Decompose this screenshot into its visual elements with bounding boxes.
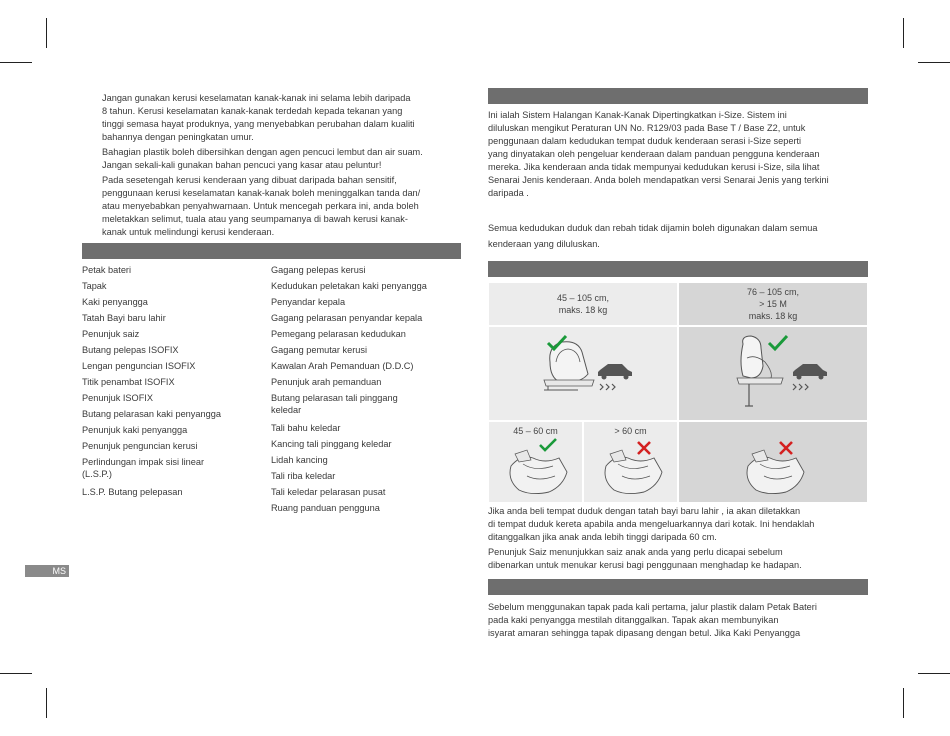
page-language-label: MS	[52, 566, 66, 576]
newborn-insert-illustration	[742, 446, 812, 498]
section-header-bar	[488, 579, 868, 595]
cross-icon	[636, 440, 652, 456]
parts-list-item: Tali bahu keledar	[271, 423, 341, 433]
parts-list-item: Tali keledar pelarasan pusat	[271, 487, 386, 497]
parts-list-item: Butang pelarasan tali pinggang keledar	[271, 393, 398, 415]
parts-list-item: Penunjuk arah pemanduan	[271, 377, 382, 387]
parts-list-item: Lengan penguncian ISOFIX	[82, 361, 196, 371]
parts-list-item: Butang pelarasan kaki penyangga	[82, 409, 221, 419]
parts-list-item: Petak bateri	[82, 265, 132, 275]
parts-list-item: Tali riba keledar	[271, 471, 336, 481]
section-header-bar	[82, 243, 461, 259]
parts-list-item: Gagang pemutar kerusi	[271, 345, 368, 355]
crop-mark	[903, 18, 904, 48]
parts-list-item: Perlindungan impak sisi linear (L.S.P.)	[82, 457, 205, 479]
check-icon	[767, 334, 789, 352]
parts-list-item: L.S.P. Butang pelepasan	[82, 487, 183, 497]
intro-paragraph: Ini ialah Sistem Halangan Kanak-Kanak Dipertingkatkan i-Size. Sistem ini diluluskan mengikut Peraturan UN No. R129/03 pada Base T / Base Z2, untuk penggunaan dalam kedudukan tempat duduk kenderaan serasi i-Size seperti yang dinyatakan oleh pengeluar kenderaan dalam panduan pengguna kenderaan mereka. Jika kenderaan anda tidak mempunyai kedudukan kerusi i-Size, sila lihat Senarai Jenis kenderaan. Anda boleh mendapatkan versi Senarai Jenis yang terkini daripada .	[488, 110, 829, 198]
cross-icon	[778, 440, 794, 456]
newborn-insert-illustration	[505, 446, 575, 498]
size-range-small: 45 – 60 cm	[513, 426, 558, 436]
parts-list-item: Penyandar kepala	[271, 297, 346, 307]
parts-list-item: Gagang pelarasan penyandar kepala	[271, 313, 423, 323]
warning-paragraph: Pada sesetengah kerusi kenderaan yang dibuat daripada bahan sensitif, penggunaan kerusi keselamatan kanak-kanak boleh meninggalkan tanda dan/ atau menyebabkan penyahwarnaan. Untuk mencegah perkara ini, anda boleh meletakkan selimut, tuala atau yang seumpamanya di bawah kerusi kanak- kanak untuk melindungi kerusi kenderaan.	[102, 175, 421, 237]
warning-paragraph: Jangan gunakan kerusi keselamatan kanak-kanak ini selama lebih daripada 8 tahun. Kerusi keselamatan kanak-kanak terdedah kepada tekanan yang tinggi semasa hayat produknya, yang menyebabkan perubahan dalam kualiti bahannya dengan peningkatan umur.	[102, 93, 415, 142]
parts-list-item: Penunjuk ISOFIX	[82, 393, 153, 403]
crop-mark	[918, 62, 950, 63]
crop-mark	[46, 18, 47, 48]
parts-list-item: Lidah kancing	[271, 455, 328, 465]
check-icon	[546, 334, 568, 352]
parts-list-item: Penunjuk kaki penyangga	[82, 425, 188, 435]
parts-list-item: Kancing tali pinggang keledar	[271, 439, 392, 449]
crop-mark	[918, 673, 950, 674]
check-icon	[538, 437, 558, 453]
parts-list-item: Kaki penyangga	[82, 297, 148, 307]
newborn-insert-paragraph: Jika anda beli tempat duduk dengan tatah bayi baru lahir , ia akan diletakkan di tempat duduk kereta apabila anda mengeluarkannya dari kotak. Ini hendaklah ditanggalkan jika anak anda lebih tinggi daripada 60 cm.	[488, 506, 815, 542]
battery-paragraph: Sebelum menggunakan tapak pada kali pertama, jalur plastik dalam Petak Bateri pada kaki penyangga mestilah ditanggalkan. Tapak akan membunyikan isyarat amaran sehingga tapak dipasang dengan betul. Jika Kaki Penyangga	[488, 602, 817, 638]
parts-list-item: Butang pelepas ISOFIX	[82, 345, 179, 355]
parts-list-item: Kawalan Arah Pemanduan (D.D.C)	[271, 361, 414, 371]
crop-mark	[0, 673, 32, 674]
parts-list-item: Pemegang pelarasan kedudukan	[271, 329, 406, 339]
size-range-rear-facing: 45 – 105 cm, maks. 18 kg	[556, 293, 610, 315]
parts-list-item: Gagang pelepas kerusi	[271, 265, 366, 275]
page-language-tab	[25, 565, 69, 577]
warning-paragraph: Bahagian plastik boleh dibersihkan dengan agen pencuci lembut dan air suam. Jangan sekali-kali gunakan bahan pencuci yang kasar atau peluntur!	[102, 147, 423, 170]
newborn-insert-illustration	[600, 446, 670, 498]
section-header-bar	[488, 88, 868, 104]
parts-list-item: Penunjuk penguncian kerusi	[82, 441, 198, 451]
size-indicator-paragraph: Penunjuk Saiz menunjukkan saiz anak anda yang perlu dicapai sebelum dibenarkan untuk menukar kerusi bagi penggunaan menghadap ke hadapan.	[488, 547, 802, 570]
crop-mark	[0, 62, 32, 63]
parts-list-item: Tapak	[82, 281, 107, 291]
size-range-large: > 60 cm	[614, 426, 647, 436]
size-range-forward-facing: 76 – 105 cm, > 15 M maks. 18 kg	[746, 287, 800, 321]
crop-mark	[46, 688, 47, 718]
parts-list-item: Penunjuk saiz	[82, 329, 140, 339]
parts-list-item: Kedudukan peletakan kaki penyangga	[271, 281, 427, 291]
note-paragraph: Semua kedudukan duduk dan rebah tidak dijamin boleh digunakan dalam semua kenderaan yang diluluskan.	[488, 223, 818, 249]
crop-mark	[903, 688, 904, 718]
parts-list-item: Tatah Bayi baru lahir	[82, 313, 166, 323]
parts-list-item: Titik penambat ISOFIX	[82, 377, 175, 387]
parts-list-item: Ruang panduan pengguna	[271, 503, 380, 513]
section-header-bar	[488, 261, 868, 277]
